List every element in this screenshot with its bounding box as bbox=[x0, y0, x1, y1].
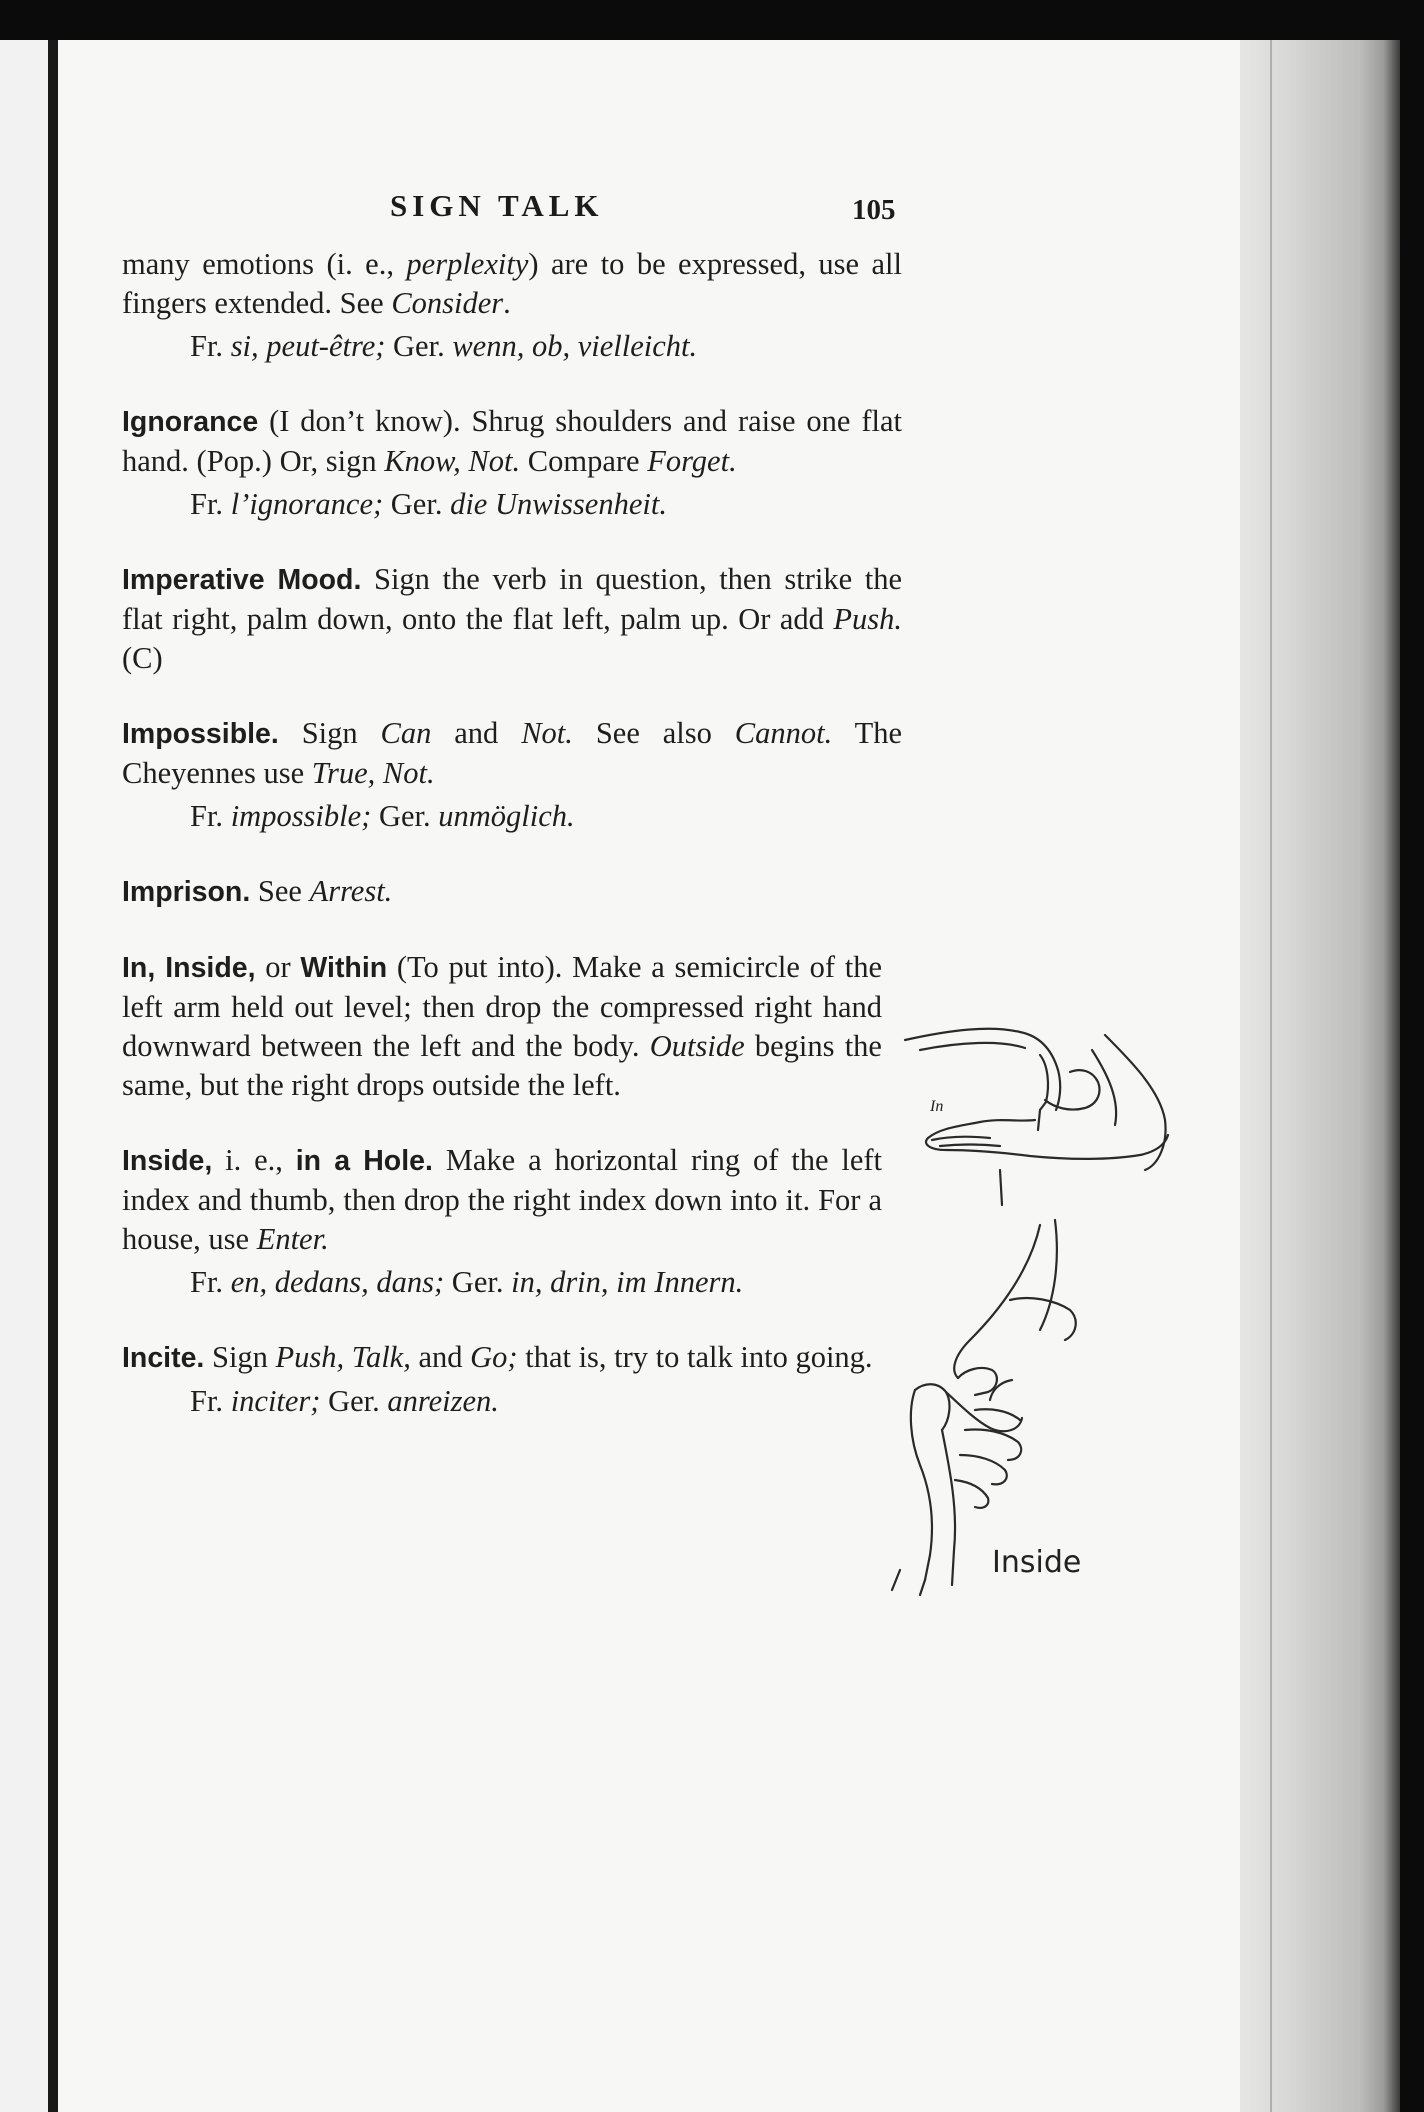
headword: Imprison. bbox=[122, 876, 251, 908]
figure-label-inside: Inside bbox=[992, 1545, 1082, 1580]
translation: Fr. en, dedans, dans; Ger. in, drin, im Innern. bbox=[190, 1265, 744, 1299]
entry-inside-in-a-hole: Inside, i. e., in a Hole. Make a horizontal ring of the left index and thumb, then drop the right index down into it. For a house, use Enter. Fr. en, dedans, dans; Ger. in, drin, im Innern. bbox=[122, 1141, 882, 1302]
running-head: SIGN TALK bbox=[390, 188, 604, 223]
in-sign-figure bbox=[905, 1029, 1168, 1205]
page-number: 105 bbox=[852, 194, 896, 226]
entry-ignorance: Ignorance (I don’t know). Shrug shoulders and raise one flat hand. (Pop.) Or, sign Know, Not. Compare Forget. Fr. l’ignorance; Ger. die Unwissenheit. bbox=[122, 402, 902, 524]
headword: In, Inside, bbox=[122, 952, 256, 984]
entry-incite: Incite. Sign Push, Talk, and Go; that is, try to talk into going. Fr. inciter; Ger. anreizen. bbox=[122, 1338, 882, 1421]
entry-imprison: Imprison. See Arrest. bbox=[122, 874, 393, 908]
inside-sign-figure bbox=[892, 1220, 1076, 1595]
translation: Fr. impossible; Ger. unmöglich. bbox=[190, 799, 575, 833]
entry-impossible: Impossible. Sign Can and Not. See also Cannot. The Cheyennes use True, Not. Fr. impossible; Ger. unmöglich. bbox=[122, 714, 902, 836]
dictionary-text bbox=[122, 245, 902, 1421]
continuation-paragraph: many emotions (i. e., perplexity) are to be expressed, use all fingers extended. See Consider. bbox=[122, 247, 902, 320]
translation: Fr. inciter; Ger. anreizen. bbox=[190, 1384, 499, 1418]
page-edges bbox=[1240, 40, 1400, 2112]
continuation-translation: Fr. si, peut-être; Ger. wenn, ob, vielleicht. bbox=[190, 329, 698, 363]
headword: Incite. bbox=[122, 1342, 205, 1374]
figure-label-in: In bbox=[930, 1098, 944, 1115]
entry-imperative-mood: Imperative Mood. Sign the verb in question, then strike the flat right, palm down, onto the flat left, palm up. Or add Push. (C) bbox=[122, 562, 902, 675]
headword: Inside, bbox=[122, 1145, 213, 1177]
headword: in a Hole. bbox=[295, 1145, 433, 1177]
headword: Ignorance bbox=[122, 406, 259, 438]
headword: Imperative Mood. bbox=[122, 564, 362, 596]
headword: Within bbox=[300, 952, 388, 984]
sign-illustrations bbox=[880, 1010, 1220, 1610]
entry-in-inside-within: In, Inside, or Within (To put into). Make a semicircle of the left arm held out level; then drop the compressed right hand downward between the left and the body. Outside begins the same, but the right drops outside the left. bbox=[122, 950, 882, 1102]
translation: Fr. l’ignorance; Ger. die Unwissenheit. bbox=[190, 487, 667, 521]
headword: Impossible. bbox=[122, 718, 279, 750]
book-gutter bbox=[48, 40, 58, 2112]
